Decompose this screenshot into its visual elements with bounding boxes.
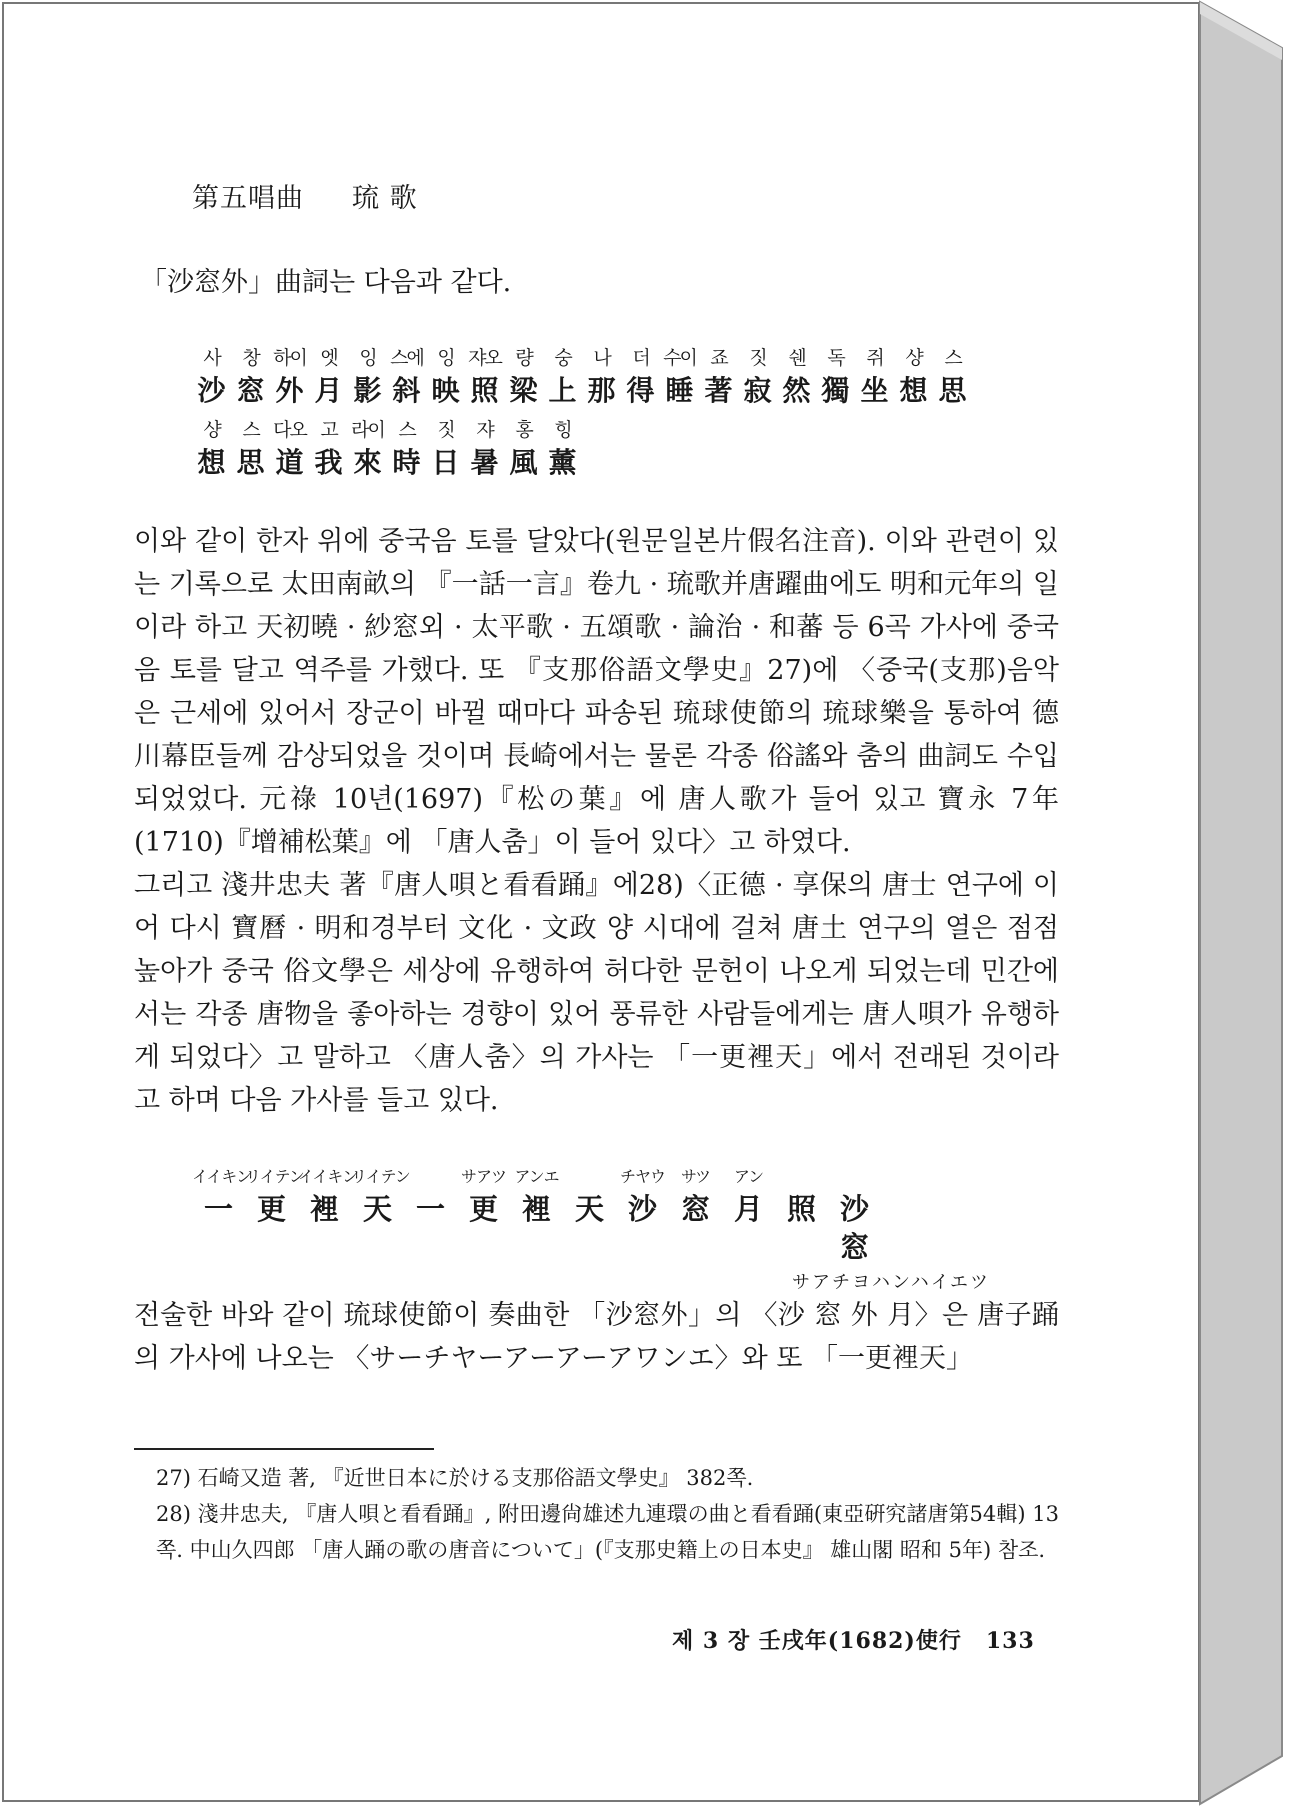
reading-gloss: 짓: [749, 347, 766, 369]
reading-gloss: 숭: [554, 347, 571, 369]
reading-gloss: 힝: [554, 419, 571, 441]
reading-gloss: 엣: [320, 347, 337, 369]
furigana-annotation: サアチヨハンハイエツ: [792, 1272, 991, 1293]
kana-hanzi: 更: [256, 1192, 286, 1226]
hanzi-character: 上: [548, 374, 577, 407]
hanzi-character: 來: [353, 446, 382, 479]
kana-hanzi: 更: [468, 1192, 498, 1226]
hanzi-character: 窓: [236, 374, 265, 407]
reading-gloss: 량: [515, 347, 532, 369]
paragraph-3: 전술한 바와 같이 琉球使節이 奏曲한 「沙窓外」의 〈沙 窓 外 月〉은 唐子踊의 가사에 나오는 〈サーチヤーアーアーアワンエ〉와 또 「一更裡天」: [134, 1300, 1059, 1374]
kana-reading: リイテン: [351, 1167, 410, 1186]
reading-gloss: 더: [632, 347, 649, 369]
reading-gloss: 홍: [515, 419, 532, 441]
reading-gloss: 스: [944, 347, 961, 369]
paragraph-2: 그리고 淺井忠夫 著『唐人唄と看看踊』에28)〈正德 · 享保의 唐士 연구에 이어 다시 寶曆 · 明和경부터 文化 · 文政 양 시대에 걸쳐 唐土 연구의 열은 점점 높아가 중국 俗文學은 세상에 유행하여 허다한 문헌이 나오게 되었는데 민간에서는 각종 唐物을 좋아하는 경향이 있어 풍류한 사람들에게는 唐人唄가 유행하게 되었다〉고 말하고 〈唐人춤〉의 가사는 「一更裡天」에서 전래된 것이라고 하며 다음 가사를 들고 있다.: [134, 870, 1059, 1116]
kana-reading: リイテン: [245, 1167, 304, 1186]
hanzi-character: 梁: [509, 374, 538, 407]
reading-gloss: 쟈: [476, 419, 493, 441]
kana-hanzi: 一: [203, 1192, 233, 1226]
hanzi-character: 沙: [197, 374, 226, 407]
hanzi-character: 坐: [860, 374, 889, 407]
kana-hanzi: 窓: [680, 1192, 710, 1226]
reading-gloss: 샹: [203, 419, 220, 441]
hanzi-character: 那: [587, 374, 616, 407]
hanzi-character: 時: [392, 446, 421, 479]
hanzi-character: 照: [470, 374, 499, 407]
reading-gloss: 잉: [359, 347, 376, 369]
hanzi-character: 思: [236, 446, 265, 479]
hanzi-character: 暑: [470, 446, 499, 479]
reading-gloss: 창: [242, 347, 259, 369]
hanzi-character: 睡: [665, 374, 694, 407]
kana-reading: サアツ: [460, 1167, 506, 1186]
hanzi-character: 寂: [743, 374, 772, 407]
footnote-27: 27) 石崎又造 著, 『近世日本に於ける支那俗語文學史』 382쪽.: [156, 1466, 754, 1490]
reading-gloss: 스: [398, 419, 415, 441]
kana-hanzi: 天: [362, 1192, 392, 1226]
reading-gloss: 스: [242, 419, 259, 441]
hanzi-character: 影: [353, 374, 382, 407]
reading-gloss: 스에: [390, 347, 423, 369]
intro-line: 「沙窓外」曲詞는 다음과 같다.: [140, 267, 512, 298]
reading-gloss: 죠: [710, 347, 727, 369]
kana-hanzi: 裡: [309, 1192, 339, 1226]
reading-gloss: 독: [827, 347, 844, 369]
chapter-label: 제 3 장 壬戌年(1682)使行: [672, 1628, 962, 1654]
kana-reading: サツ: [680, 1167, 711, 1186]
hanzi-character: 思: [938, 374, 967, 407]
kana-hanzi: 照: [786, 1192, 816, 1226]
reading-gloss: 잉: [437, 347, 454, 369]
hanzi-character: 道: [275, 446, 304, 479]
hanzi-character: 獨: [821, 374, 850, 407]
kana-reading: アンエ: [514, 1167, 559, 1186]
reading-gloss: 나: [593, 347, 610, 369]
kana-hanzi: 一: [415, 1192, 445, 1226]
hanzi-character: 然: [782, 374, 811, 407]
hanzi-character: 日: [431, 446, 460, 479]
hanzi-character: 薰: [548, 446, 577, 479]
hanzi-character: 風: [509, 446, 538, 479]
kana-reading: イイキン: [192, 1167, 252, 1186]
hanzi-character: 月: [314, 374, 343, 407]
reading-gloss: 라이: [351, 419, 384, 441]
reading-gloss: 짓: [437, 419, 454, 441]
hanzi-character: 映: [431, 374, 460, 407]
hanzi-character: 外: [275, 374, 304, 407]
kana-hanzi: 裡: [521, 1192, 551, 1226]
reading-gloss: 고: [320, 419, 337, 441]
reading-gloss: 다오: [273, 419, 306, 441]
kana-hanzi: 沙: [627, 1192, 657, 1226]
reading-gloss: 사: [203, 347, 220, 369]
section-title-number: 第五唱曲: [192, 183, 304, 214]
page-number: 133: [985, 1628, 1035, 1654]
kana-reading: チヤウ: [619, 1167, 665, 1186]
hanzi-character: 想: [899, 374, 928, 407]
section-title-name: 琉 歌: [352, 183, 418, 214]
hanzi-character: 想: [197, 446, 226, 479]
reading-gloss: 쉔: [788, 347, 805, 369]
reading-gloss: 쟈오: [468, 347, 501, 369]
kana-reading: イイキン: [298, 1167, 358, 1186]
hanzi-character: 著: [704, 374, 733, 407]
hanzi-character: 我: [314, 446, 343, 479]
kana-hanzi: 天: [574, 1192, 604, 1226]
kana-hanzi: 月: [733, 1192, 763, 1226]
kana-hanzi: 沙 窓: [839, 1192, 869, 1264]
footnote-28: 28) 淺井忠夫, 『唐人唄と看看踊』, 附田邊尙雄述九連環の曲と看看踊(東亞硏究諸唐第54輯) 13쪽. 中山久四郎 「唐人踊の歌の唐音について」(『支那史籍上の日本史』 雄山閣 昭和 5年) 참조.: [156, 1502, 1059, 1562]
reading-gloss: 수이: [663, 347, 696, 369]
hanzi-character: 斜: [392, 374, 421, 407]
reading-gloss: 샹: [905, 347, 922, 369]
reading-gloss: 쥐: [866, 347, 883, 369]
kana-reading: アン: [733, 1167, 764, 1186]
paragraph-1: 이와 같이 한자 위에 중국음 토를 달았다(원문일본片假名注音). 이와 관련이 있는 기록으로 太田南畝의 『一話一言』卷九 · 琉歌并唐躍曲에도 明和元年의 일이라 하고 天初曉 · 紗窓외 · 太平歌 · 五頌歌 · 論治 · 和蕃 등 6곡 가사에 중국음 토를 달고 역주를 가했다. 또 『支那俗語文學史』27)에 〈중국(支那)음악은 근세에 있어서 장군이 바뀔 때마다 파송된 琉球使節의 琉球樂을 통하여 德川幕臣들께 감상되었을 것이며 長崎에서는 물론 각종 俗謠와 춤의 曲詞도 수입되었었다. 元祿 10년(1697)『松の葉』에 唐人歌가 들어 있고 寶永 7年(1710)『增補松葉』에 「唐人춤」이 들어 있다〉고 하였다.: [134, 526, 1059, 858]
reading-gloss: 하이: [273, 347, 306, 369]
hanzi-character: 得: [626, 374, 655, 407]
